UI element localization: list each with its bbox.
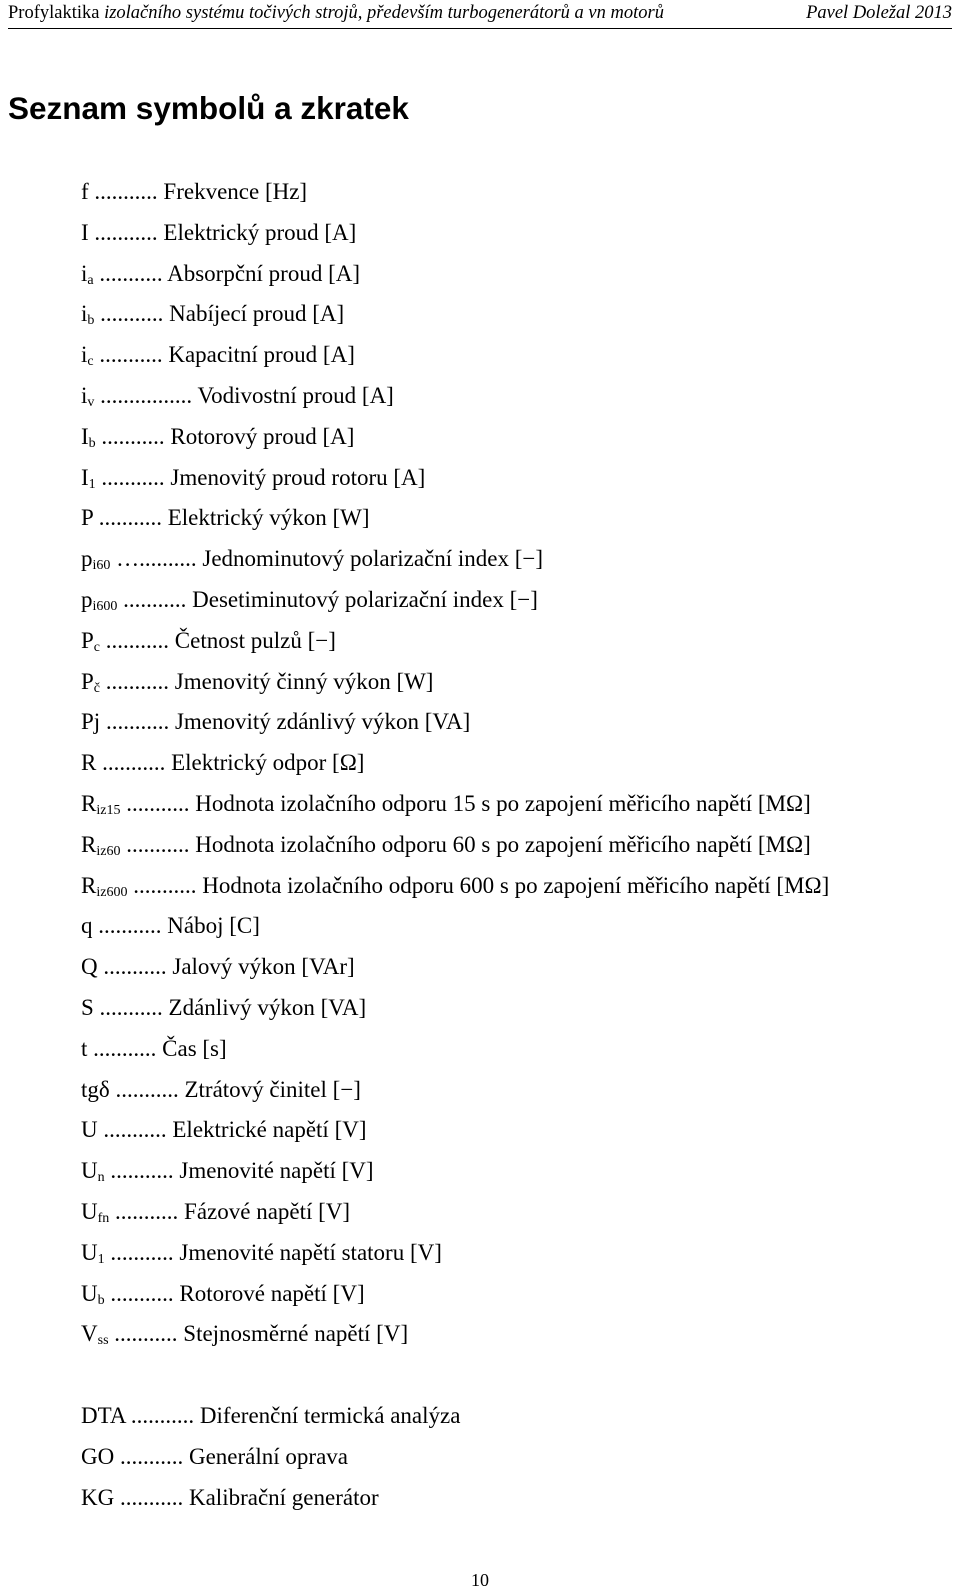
symbol-symbol-subscript: i600 [92,599,118,614]
leader-dots: ........... [114,1484,189,1510]
leader-dots: ........... [95,464,171,490]
leader-dots: ........... [87,1035,163,1061]
symbol-symbol-subscript: b [88,435,96,451]
leader-dots: ….......... [110,546,203,572]
symbol-symbol: I [81,464,89,490]
symbol-description: Elektrický výkon [W] [167,505,370,531]
leader-dots: ........... [88,219,164,245]
symbol-symbol-subscript: i60 [92,558,111,574]
abbreviation-description: Kalibrační generátor [188,1484,379,1510]
symbol-row [81,503,370,535]
symbol-symbol: i [81,383,88,408]
symbol-row [81,830,811,862]
symbol-row [81,952,355,984]
symbol-symbol-subscript: 1 [88,476,96,492]
leader-dots: ........... [97,1117,173,1143]
symbol-row [81,299,344,331]
symbol-symbol: U [81,1158,98,1184]
symbol-row [81,1156,374,1188]
header-title-prefix: Profylaktika [8,3,100,23]
symbol-symbol: R [81,872,97,898]
symbol-description: Jednominutový polarizační index [−] [202,546,544,572]
symbol-description: Vodivostní proud [A] [197,383,394,408]
symbol-row [81,585,538,617]
symbol-symbol-subscript: 1 [97,1251,105,1267]
symbol-symbol-subscript: fn [97,1211,110,1226]
leader-dots: ........... [100,709,175,735]
leader-dots: ........... [100,627,175,653]
symbol-symbol: P [81,505,93,531]
page-number: 10 [471,1570,489,1590]
symbol-symbol: tgδ [81,1076,110,1102]
leader-dots: ........... [104,1280,180,1306]
leader-dots: ........... [88,179,164,204]
abbreviation-symbol: GO [81,1443,115,1469]
abbreviation-description: Generální oprava [188,1443,348,1469]
leader-dots: ........... [95,423,171,449]
symbol-row [81,381,394,413]
symbol-description: Elektrický odpor [Ω] [171,750,365,776]
abbreviation-row [81,1483,379,1515]
leader-dots: ........... [96,750,172,776]
symbol-description: Elektrické napětí [V] [172,1117,367,1143]
header-document-title [8,0,664,26]
symbol-description: Ztrátový činitel [−] [184,1076,361,1102]
symbol-description: Jmenovitý proud rotoru [A] [170,464,426,490]
symbol-symbol: S [81,995,94,1020]
symbol-description: Desetiminutový polarizační index [−] [192,587,538,612]
symbol-symbol: q [81,913,93,939]
symbol-description: Četnost pulzů [−] [174,627,336,653]
symbol-description: Absorpční proud [A] [167,260,360,286]
symbol-row [81,422,354,454]
symbol-symbol-subscript: iz600 [96,884,128,900]
symbol-symbol-subscript: ss [97,1333,109,1349]
page-header [8,0,952,29]
symbol-row [81,1075,361,1107]
abbreviation-row [81,1442,348,1474]
symbol-row [81,1238,442,1270]
symbol-symbol-subscript: c [87,354,94,370]
symbol-symbol: R [81,750,97,776]
symbol-row [81,340,355,372]
symbol-row [81,626,336,658]
leader-dots: ........... [93,260,168,286]
page-title: Seznam symbolů a zkratek [8,90,409,126]
leader-dots: ........... [108,1321,184,1347]
symbol-description: Jalový výkon [VAr] [172,954,355,980]
symbol-symbol: P [81,668,94,694]
abbreviation-symbol: KG [81,1484,115,1510]
abbreviation-symbol: DTA [81,1403,126,1428]
symbol-row [81,748,364,780]
symbol-symbol: i [81,342,88,368]
symbol-symbol: U [81,1199,98,1224]
leader-dots: ........... [92,505,168,531]
symbol-symbol: I [81,423,89,449]
symbol-symbol: V [81,1321,98,1347]
leader-dots: ........... [100,668,175,694]
symbol-description: Jmenovitý činný výkon [W] [174,668,434,694]
symbol-description: Hodnota izolačního odporu 15 s po zapojení měřicího napětí [MΩ] [195,791,811,816]
header-author-year: Pavel Doležal 2013 [806,3,952,23]
header-title-rest: izolačního systému točivých strojů, především turbogenerátorů a vn motorů [104,3,664,23]
leader-dots: ........... [109,1076,185,1102]
symbol-symbol-subscript: iz15 [96,803,121,818]
abbreviation-description: Diferenční termická analýza [199,1403,461,1428]
symbol-row [81,1279,365,1311]
symbol-row [81,1319,408,1351]
symbol-description: Jmenovitý zdánlivý výkon [VA] [174,709,471,735]
symbol-symbol: U [81,1117,98,1143]
symbol-description: Hodnota izolačního odporu 60 s po zapojení měřicího napětí [MΩ] [195,831,811,857]
symbol-symbol: U [81,1280,98,1306]
symbol-row [81,911,260,943]
symbol-symbol: I [81,219,89,245]
symbol-symbol-subscript: v [87,395,95,410]
symbol-symbol: p [81,546,93,572]
symbol-symbol: i [81,301,88,327]
symbol-symbol: Pj [81,709,101,735]
leader-dots: ........... [104,1239,180,1265]
symbol-row [81,707,470,739]
symbol-description: Rotorové napětí [V] [179,1280,365,1306]
symbol-symbol: i [81,260,88,286]
symbol-symbol: f [81,179,89,204]
symbol-symbol: Q [81,954,98,980]
symbol-symbol-subscript: b [97,1292,105,1308]
symbol-description: Náboj [C] [167,913,260,939]
symbol-row [81,463,425,495]
symbol-symbol-subscript: n [97,1170,105,1186]
symbol-row [81,1034,227,1066]
symbol-symbol-subscript: b [87,313,95,329]
symbol-symbol-subscript: č [93,680,101,696]
symbol-row [81,789,811,821]
leader-dots: ........... [117,587,193,612]
symbol-symbol: R [81,791,97,816]
symbol-description: Frekvence [Hz] [163,179,308,204]
symbol-symbol: U [81,1239,98,1265]
symbol-row [81,871,829,903]
abbreviation-row [81,1401,460,1433]
symbol-symbol-subscript: iz60 [96,843,121,859]
symbol-row [81,1197,350,1229]
symbol-description: Jmenovité napětí [V] [179,1158,374,1184]
symbol-symbol: t [81,1035,88,1061]
symbol-description: Elektrický proud [A] [163,219,357,245]
symbol-row [81,544,543,576]
symbol-row [81,667,433,699]
symbol-description: Jmenovité napětí statoru [V] [179,1239,442,1265]
symbol-description: Kapacitní proud [A] [168,342,355,368]
leader-dots: ........... [104,1158,180,1184]
symbol-symbol-subscript: c [93,639,101,655]
symbol-row [81,993,366,1025]
leader-dots: ........... [120,831,196,857]
symbol-description: Rotorový proud [A] [170,423,355,449]
symbol-symbol: P [81,627,94,653]
leader-dots: ........... [94,301,170,327]
symbol-symbol-subscript: a [87,272,94,288]
symbol-description: Čas [s] [162,1035,227,1061]
leader-dots: ........... [109,1199,185,1224]
symbol-row [81,1115,367,1147]
symbol-description: Zdánlivý výkon [VA] [168,995,367,1020]
symbol-symbol: p [81,587,93,612]
symbol-description: Stejnosměrné napětí [V] [183,1321,409,1347]
symbol-row [81,259,360,291]
symbol-description: Nabíjecí proud [A] [169,301,345,327]
symbol-row [81,218,356,250]
leader-dots: ........... [125,1403,200,1428]
leader-dots: ................ [94,383,198,408]
symbol-row [81,177,307,209]
leader-dots: ........... [120,791,196,816]
leader-dots: ........... [127,872,203,898]
leader-dots: ........... [97,954,173,980]
leader-dots: ........... [93,995,169,1020]
symbol-symbol: R [81,831,97,857]
leader-dots: ........... [114,1443,189,1469]
symbol-description: Hodnota izolačního odporu 600 s po zapojení měřicího napětí [MΩ] [202,872,830,898]
leader-dots: ........... [93,342,169,368]
leader-dots: ........... [92,913,168,939]
symbol-description: Fázové napětí [V] [184,1199,351,1224]
